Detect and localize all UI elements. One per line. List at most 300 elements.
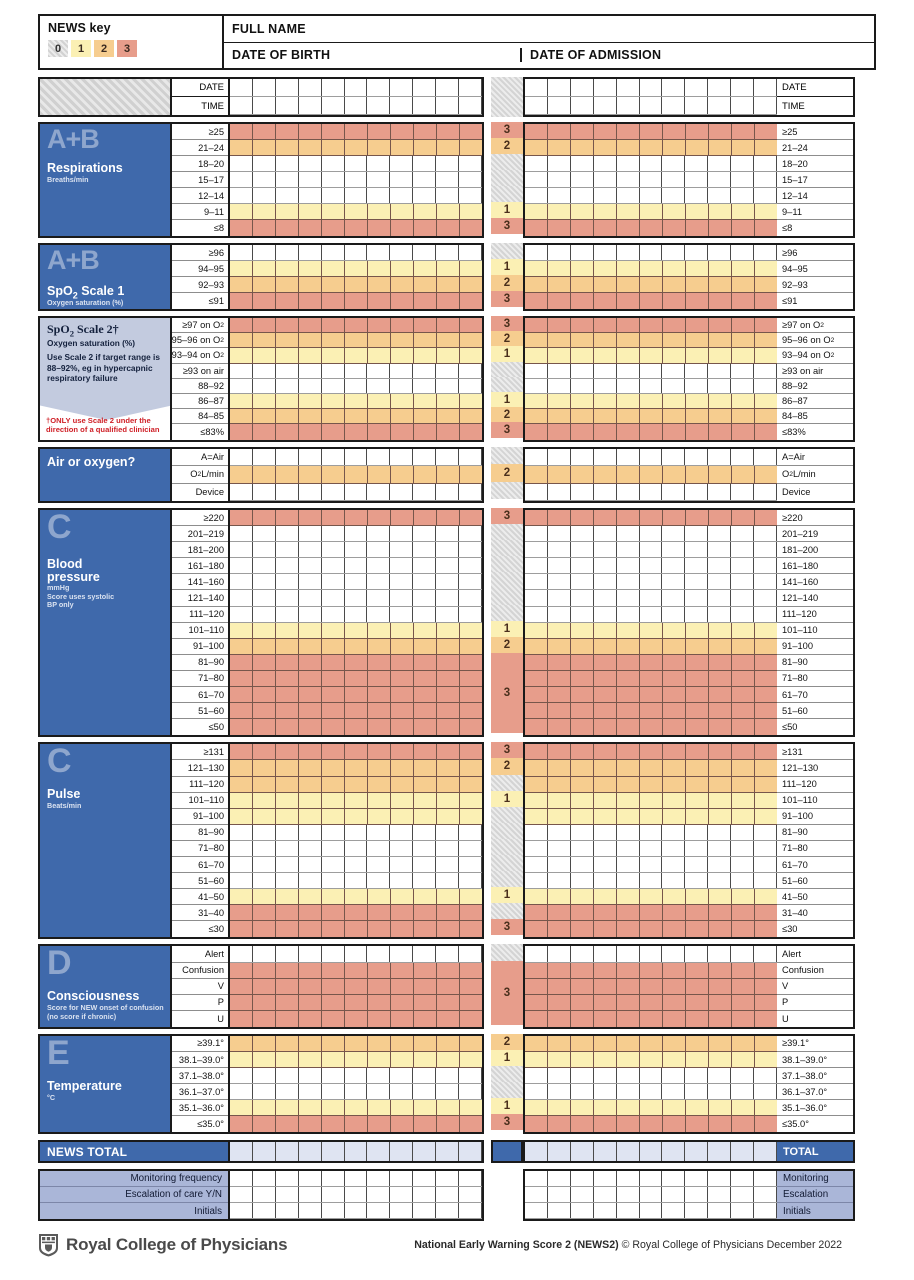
chart-cell[interactable] <box>276 1100 299 1115</box>
chart-cell[interactable] <box>230 1068 253 1083</box>
chart-cell[interactable] <box>662 245 685 260</box>
chart-cell[interactable] <box>755 671 777 686</box>
chart-cell[interactable] <box>662 1068 685 1083</box>
chart-cell[interactable] <box>754 1171 777 1186</box>
chart-cell[interactable] <box>322 364 345 378</box>
chart-cell[interactable] <box>322 655 345 670</box>
chart-cell[interactable] <box>594 1187 617 1202</box>
chart-cell[interactable] <box>617 809 640 824</box>
chart-cell[interactable] <box>525 204 548 219</box>
chart-cell[interactable] <box>732 793 755 808</box>
chart-cell[interactable] <box>276 364 299 378</box>
chart-cell[interactable] <box>571 558 594 573</box>
chart-cell[interactable] <box>617 905 640 920</box>
chart-cell[interactable] <box>755 140 777 155</box>
chart-cell[interactable] <box>436 172 459 187</box>
chart-cell[interactable] <box>594 946 617 961</box>
chart-cell[interactable] <box>230 921 253 937</box>
chart-cell[interactable] <box>709 140 732 155</box>
chart-cell[interactable] <box>732 809 755 824</box>
chart-cell[interactable] <box>276 394 299 408</box>
chart-cell[interactable] <box>686 995 709 1010</box>
chart-cell[interactable] <box>594 1203 617 1218</box>
chart-cell[interactable] <box>754 1068 777 1083</box>
chart-cell[interactable] <box>276 671 299 686</box>
chart-cell[interactable] <box>731 590 754 605</box>
chart-cell[interactable] <box>459 364 482 378</box>
chart-cell[interactable] <box>548 809 571 824</box>
chart-cell[interactable] <box>345 333 368 347</box>
chart-cell[interactable] <box>594 348 617 362</box>
chart-cell[interactable] <box>640 364 663 378</box>
chart-cell[interactable] <box>525 687 548 702</box>
chart-cell[interactable] <box>525 79 548 96</box>
chart-cell[interactable] <box>322 687 345 702</box>
chart-cell[interactable] <box>345 607 368 622</box>
chart-cell[interactable] <box>732 963 755 978</box>
chart-cell[interactable] <box>437 760 460 775</box>
chart-cell[interactable] <box>617 140 640 155</box>
chart-cell[interactable] <box>662 364 685 378</box>
chart-cell[interactable] <box>253 1052 276 1067</box>
chart-cell[interactable] <box>754 156 777 171</box>
chart-cell[interactable] <box>413 484 436 501</box>
chart-cell[interactable] <box>253 394 276 408</box>
chart-cell[interactable] <box>460 1116 482 1132</box>
chart-cell[interactable] <box>437 1011 460 1027</box>
chart-cell[interactable] <box>594 409 617 423</box>
chart-cell[interactable] <box>276 979 299 994</box>
chart-cell[interactable] <box>640 946 663 961</box>
chart-cell[interactable] <box>708 1068 731 1083</box>
chart-cell[interactable] <box>368 348 391 362</box>
chart-cell[interactable] <box>345 760 368 775</box>
chart-cell[interactable] <box>322 1100 345 1115</box>
chart-cell[interactable] <box>253 687 276 702</box>
chart-cell[interactable] <box>525 744 548 759</box>
chart-cell[interactable] <box>709 995 732 1010</box>
chart-cell[interactable] <box>685 526 708 541</box>
chart-cell[interactable] <box>617 1187 640 1202</box>
chart-cell[interactable] <box>525 409 548 423</box>
chart-cell[interactable] <box>617 623 640 638</box>
chart-cell[interactable] <box>685 1142 708 1161</box>
chart-cell[interactable] <box>230 318 253 332</box>
chart-cell[interactable] <box>617 946 640 961</box>
chart-cell[interactable] <box>322 1142 345 1161</box>
chart-cell[interactable] <box>709 293 732 309</box>
chart-cell[interactable] <box>640 995 663 1010</box>
chart-cell[interactable] <box>617 156 640 171</box>
chart-cell[interactable] <box>276 220 299 236</box>
chart-cell[interactable] <box>663 671 686 686</box>
chart-cell[interactable] <box>754 172 777 187</box>
chart-cell[interactable] <box>525 921 548 937</box>
chart-cell[interactable] <box>617 124 640 139</box>
chart-cell[interactable] <box>391 348 414 362</box>
chart-cell[interactable] <box>594 542 617 557</box>
chart-cell[interactable] <box>594 188 617 203</box>
chart-cell[interactable] <box>413 542 436 557</box>
chart-cell[interactable] <box>391 963 414 978</box>
chart-cell[interactable] <box>731 825 754 840</box>
chart-cell[interactable] <box>299 1011 322 1027</box>
chart-cell[interactable] <box>617 245 640 260</box>
chart-cell[interactable] <box>754 590 777 605</box>
chart-cell[interactable] <box>709 348 732 362</box>
chart-cell[interactable] <box>299 140 322 155</box>
chart-cell[interactable] <box>663 140 686 155</box>
chart-cell[interactable] <box>686 466 709 483</box>
plot-grid-left-spo2-scale-1[interactable] <box>230 243 484 311</box>
chart-cell[interactable] <box>571 449 594 466</box>
chart-cell[interactable] <box>709 1036 732 1051</box>
chart-cell[interactable] <box>594 364 617 378</box>
chart-cell[interactable] <box>640 777 663 792</box>
chart-cell[interactable] <box>253 466 276 483</box>
chart-cell[interactable] <box>460 1036 482 1051</box>
chart-cell[interactable] <box>414 348 437 362</box>
chart-cell[interactable] <box>230 140 253 155</box>
chart-cell[interactable] <box>460 995 482 1010</box>
chart-cell[interactable] <box>322 777 345 792</box>
chart-cell[interactable] <box>709 204 732 219</box>
chart-cell[interactable] <box>436 1068 459 1083</box>
chart-cell[interactable] <box>368 1011 391 1027</box>
chart-cell[interactable] <box>525 510 548 525</box>
chart-cell[interactable] <box>460 719 482 735</box>
plot-grid-left-respirations[interactable] <box>230 122 484 238</box>
chart-cell[interactable] <box>732 744 755 759</box>
chart-cell[interactable] <box>685 946 708 961</box>
chart-cell[interactable] <box>617 293 640 309</box>
chart-cell[interactable] <box>525 188 548 203</box>
chart-cell[interactable] <box>230 364 253 378</box>
chart-cell[interactable] <box>663 124 686 139</box>
chart-cell[interactable] <box>708 574 731 589</box>
chart-cell[interactable] <box>230 1011 253 1027</box>
chart-cell[interactable] <box>755 719 777 735</box>
chart-cell[interactable] <box>437 466 460 483</box>
chart-cell[interactable] <box>299 1142 322 1161</box>
chart-cell[interactable] <box>548 484 571 501</box>
chart-cell[interactable] <box>230 1052 253 1067</box>
chart-cell[interactable] <box>663 655 686 670</box>
chart-cell[interactable] <box>368 394 391 408</box>
chart-cell[interactable] <box>390 97 413 114</box>
chart-cell[interactable] <box>617 590 640 605</box>
chart-cell[interactable] <box>663 963 686 978</box>
chart-cell[interactable] <box>617 760 640 775</box>
chart-cell[interactable] <box>708 607 731 622</box>
chart-cell[interactable] <box>391 220 414 236</box>
chart-cell[interactable] <box>437 979 460 994</box>
chart-cell[interactable] <box>253 1068 276 1083</box>
chart-cell[interactable] <box>594 590 617 605</box>
chart-cell[interactable] <box>437 921 460 937</box>
chart-cell[interactable] <box>345 979 368 994</box>
chart-cell[interactable] <box>230 333 253 347</box>
chart-cell[interactable] <box>390 590 413 605</box>
chart-cell[interactable] <box>345 857 368 872</box>
chart-cell[interactable] <box>708 79 731 96</box>
chart-cell[interactable] <box>253 703 276 718</box>
plot-grid-right-respirations[interactable] <box>523 122 777 238</box>
chart-cell[interactable] <box>460 905 482 920</box>
chart-cell[interactable] <box>594 655 617 670</box>
chart-cell[interactable] <box>594 466 617 483</box>
chart-cell[interactable] <box>322 172 345 187</box>
chart-cell[interactable] <box>459 484 482 501</box>
chart-cell[interactable] <box>345 590 368 605</box>
chart-cell[interactable] <box>299 364 322 378</box>
chart-cell[interactable] <box>548 1011 571 1027</box>
chart-cell[interactable] <box>230 744 253 759</box>
chart-cell[interactable] <box>276 607 299 622</box>
chart-cell[interactable] <box>436 379 459 393</box>
chart-cell[interactable] <box>617 995 640 1010</box>
chart-cell[interactable] <box>230 277 253 292</box>
chart-cell[interactable] <box>437 261 460 276</box>
chart-cell[interactable] <box>594 245 617 260</box>
chart-cell[interactable] <box>299 1100 322 1115</box>
chart-cell[interactable] <box>345 825 368 840</box>
chart-cell[interactable] <box>640 1171 663 1186</box>
chart-cell[interactable] <box>414 809 437 824</box>
chart-cell[interactable] <box>276 348 299 362</box>
chart-cell[interactable] <box>437 809 460 824</box>
chart-cell[interactable] <box>686 889 709 904</box>
chart-cell[interactable] <box>640 220 663 236</box>
chart-cell[interactable] <box>594 333 617 347</box>
chart-cell[interactable] <box>459 1084 482 1099</box>
chart-cell[interactable] <box>436 79 459 96</box>
chart-cell[interactable] <box>391 639 414 654</box>
chart-cell[interactable] <box>731 188 754 203</box>
chart-cell[interactable] <box>663 318 686 332</box>
chart-cell[interactable] <box>391 719 414 735</box>
chart-cell[interactable] <box>686 409 709 423</box>
chart-cell[interactable] <box>276 558 299 573</box>
chart-cell[interactable] <box>685 825 708 840</box>
chart-cell[interactable] <box>548 671 571 686</box>
chart-cell[interactable] <box>685 590 708 605</box>
chart-cell[interactable] <box>322 204 345 219</box>
chart-cell[interactable] <box>322 979 345 994</box>
plot-grid-right-temperature[interactable] <box>523 1034 777 1135</box>
chart-cell[interactable] <box>276 510 299 525</box>
chart-cell[interactable] <box>299 793 322 808</box>
chart-cell[interactable] <box>548 140 571 155</box>
chart-cell[interactable] <box>368 671 391 686</box>
chart-cell[interactable] <box>299 1084 322 1099</box>
chart-cell[interactable] <box>230 124 253 139</box>
chart-cell[interactable] <box>755 466 777 483</box>
chart-cell[interactable] <box>230 760 253 775</box>
chart-cell[interactable] <box>345 995 368 1010</box>
chart-cell[interactable] <box>322 394 345 408</box>
chart-cell[interactable] <box>413 873 436 888</box>
chart-cell[interactable] <box>640 719 663 735</box>
chart-cell[interactable] <box>640 873 663 888</box>
chart-cell[interactable] <box>640 97 663 114</box>
chart-cell[interactable] <box>525 172 548 187</box>
chart-cell[interactable] <box>390 1187 413 1202</box>
chart-cell[interactable] <box>548 1036 571 1051</box>
chart-cell[interactable] <box>460 261 482 276</box>
chart-cell[interactable] <box>525 466 548 483</box>
chart-cell[interactable] <box>299 590 322 605</box>
chart-cell[interactable] <box>436 484 459 501</box>
chart-cell[interactable] <box>686 261 709 276</box>
chart-cell[interactable] <box>708 484 731 501</box>
chart-cell[interactable] <box>299 719 322 735</box>
chart-cell[interactable] <box>253 905 276 920</box>
chart-cell[interactable] <box>732 424 755 439</box>
chart-cell[interactable] <box>414 719 437 735</box>
chart-cell[interactable] <box>460 1100 482 1115</box>
chart-cell[interactable] <box>230 1100 253 1115</box>
chart-cell[interactable] <box>686 905 709 920</box>
chart-cell[interactable] <box>391 793 414 808</box>
chart-cell[interactable] <box>617 1171 640 1186</box>
chart-cell[interactable] <box>594 1084 617 1099</box>
chart-cell[interactable] <box>230 348 253 362</box>
chart-cell[interactable] <box>436 841 459 856</box>
plot-grid-left-temperature[interactable] <box>230 1034 484 1135</box>
chart-cell[interactable] <box>276 379 299 393</box>
chart-cell[interactable] <box>754 558 777 573</box>
chart-cell[interactable] <box>571 905 594 920</box>
chart-cell[interactable] <box>754 245 777 260</box>
chart-cell[interactable] <box>594 97 617 114</box>
chart-cell[interactable] <box>594 777 617 792</box>
chart-cell[interactable] <box>345 777 368 792</box>
chart-cell[interactable] <box>413 946 436 961</box>
chart-cell[interactable] <box>594 1052 617 1067</box>
chart-cell[interactable] <box>548 703 571 718</box>
chart-cell[interactable] <box>460 744 482 759</box>
chart-cell[interactable] <box>571 348 594 362</box>
chart-cell[interactable] <box>755 687 777 702</box>
chart-cell[interactable] <box>571 719 594 735</box>
chart-cell[interactable] <box>571 1171 594 1186</box>
chart-cell[interactable] <box>525 1142 548 1161</box>
date-time-grid-left[interactable] <box>230 77 484 117</box>
chart-cell[interactable] <box>755 394 777 408</box>
chart-cell[interactable] <box>413 558 436 573</box>
chart-cell[interactable] <box>322 484 345 501</box>
chart-cell[interactable] <box>755 318 777 332</box>
chart-cell[interactable] <box>368 333 391 347</box>
chart-cell[interactable] <box>685 574 708 589</box>
chart-cell[interactable] <box>253 590 276 605</box>
chart-cell[interactable] <box>437 1052 460 1067</box>
chart-cell[interactable] <box>571 140 594 155</box>
chart-cell[interactable] <box>731 542 754 557</box>
chart-cell[interactable] <box>345 97 368 114</box>
chart-cell[interactable] <box>459 1142 482 1161</box>
chart-cell[interactable] <box>525 623 548 638</box>
chart-cell[interactable] <box>253 364 276 378</box>
chart-cell[interactable] <box>345 574 368 589</box>
chart-cell[interactable] <box>708 1142 731 1161</box>
chart-cell[interactable] <box>617 857 640 872</box>
chart-cell[interactable] <box>709 921 732 937</box>
chart-cell[interactable] <box>640 140 663 155</box>
chart-cell[interactable] <box>525 1187 548 1202</box>
chart-cell[interactable] <box>299 333 322 347</box>
chart-cell[interactable] <box>640 245 663 260</box>
chart-cell[interactable] <box>709 655 732 670</box>
chart-cell[interactable] <box>414 889 437 904</box>
chart-cell[interactable] <box>685 857 708 872</box>
chart-cell[interactable] <box>594 719 617 735</box>
chart-cell[interactable] <box>459 607 482 622</box>
chart-cell[interactable] <box>390 449 413 466</box>
chart-cell[interactable] <box>345 793 368 808</box>
chart-cell[interactable] <box>548 639 571 654</box>
chart-cell[interactable] <box>322 542 345 557</box>
chart-cell[interactable] <box>276 857 299 872</box>
chart-cell[interactable] <box>640 188 663 203</box>
chart-cell[interactable] <box>732 905 755 920</box>
chart-cell[interactable] <box>367 946 390 961</box>
chart-cell[interactable] <box>662 526 685 541</box>
chart-cell[interactable] <box>299 188 322 203</box>
chart-cell[interactable] <box>685 245 708 260</box>
chart-cell[interactable] <box>754 1187 777 1202</box>
chart-cell[interactable] <box>299 963 322 978</box>
chart-cell[interactable] <box>754 188 777 203</box>
chart-cell[interactable] <box>685 449 708 466</box>
chart-cell[interactable] <box>299 995 322 1010</box>
chart-cell[interactable] <box>253 873 276 888</box>
chart-cell[interactable] <box>548 825 571 840</box>
chart-cell[interactable] <box>299 873 322 888</box>
chart-cell[interactable] <box>709 889 732 904</box>
chart-cell[interactable] <box>230 1203 253 1218</box>
chart-cell[interactable] <box>322 510 345 525</box>
chart-cell[interactable] <box>685 1203 708 1218</box>
chart-cell[interactable] <box>755 1100 777 1115</box>
chart-cell[interactable] <box>731 873 754 888</box>
chart-cell[interactable] <box>368 687 391 702</box>
chart-cell[interactable] <box>276 1084 299 1099</box>
chart-cell[interactable] <box>685 607 708 622</box>
chart-cell[interactable] <box>253 156 276 171</box>
chart-cell[interactable] <box>460 124 482 139</box>
date-time-grid-right[interactable] <box>523 77 777 117</box>
chart-cell[interactable] <box>755 1011 777 1027</box>
chart-cell[interactable] <box>617 484 640 501</box>
chart-cell[interactable] <box>617 394 640 408</box>
chart-cell[interactable] <box>663 1116 686 1132</box>
chart-cell[interactable] <box>367 449 390 466</box>
chart-cell[interactable] <box>276 760 299 775</box>
chart-cell[interactable] <box>594 979 617 994</box>
plot-grid-right-consciousness[interactable] <box>523 944 777 1028</box>
chart-cell[interactable] <box>571 1084 594 1099</box>
chart-cell[interactable] <box>437 348 460 362</box>
chart-cell[interactable] <box>276 188 299 203</box>
chart-cell[interactable] <box>594 825 617 840</box>
chart-cell[interactable] <box>322 220 345 236</box>
chart-cell[interactable] <box>253 379 276 393</box>
chart-cell[interactable] <box>322 79 345 96</box>
admission-field[interactable] <box>522 48 874 62</box>
chart-cell[interactable] <box>367 574 390 589</box>
